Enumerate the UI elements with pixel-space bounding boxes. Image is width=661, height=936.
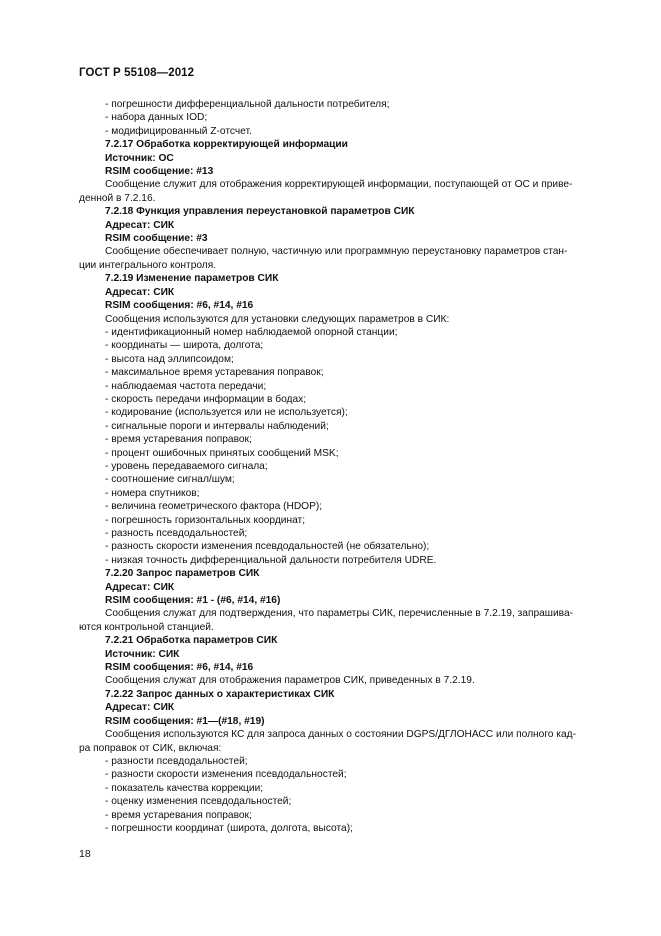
text-line: - время устаревания поправок; [105, 434, 252, 446]
section-heading-line: RSIM сообщения: #6, #14, #16 [105, 300, 254, 312]
text-line: - разность скорости изменения псевдодальностей (не обязательно); [105, 541, 430, 553]
text-line: - координаты — широта, долгота; [105, 340, 264, 352]
section-heading-line: RSIM сообщения: #1 - (#6, #14, #16) [105, 595, 281, 607]
text-line: Сообщения служат для подтверждения, что параметры СИК, перечисленные в 7.2.19, запрашива- [105, 608, 574, 620]
section-heading-line: Источник: СИК [105, 648, 180, 660]
text-line: - процент ошибочных принятых сообщений MSK; [105, 447, 339, 459]
section-heading-line: 7.2.19 Изменение параметров СИК [105, 273, 279, 285]
text-line: - низкая точность дифференциальной дальности потребителя UDRE. [105, 554, 437, 566]
text-line: - максимальное время устаревания поправок; [105, 367, 324, 379]
text-line: - погрешность горизонтальных координат; [105, 514, 306, 526]
document-header: ГОСТ Р 55108—2012 [79, 67, 195, 79]
text-line: денной в 7.2.16. [79, 192, 156, 204]
text-line: - величина геометрического фактора (HDOP); [105, 501, 323, 513]
section-heading-line: Адресат: СИК [105, 581, 175, 593]
section-heading-line: Источник: ОС [105, 152, 174, 164]
text-line: - набора данных IOD; [105, 112, 208, 124]
text-line: - кодирование (используется или не используется); [105, 407, 348, 419]
text-line: - скорость передачи информации в бодах; [105, 393, 307, 405]
section-heading-line: 7.2.22 Запрос данных о характеристиках СИК [105, 688, 335, 700]
text-line: - оценку изменения псевдодальностей; [105, 796, 292, 808]
section-heading-line: RSIM сообщение: #3 [105, 233, 208, 245]
text-line: - наблюдаемая частота передачи; [105, 380, 267, 392]
text-line: ции интегрального контроля. [79, 259, 217, 271]
section-heading-line: 7.2.21 Обработка параметров СИК [105, 635, 278, 647]
text-line: - погрешности дифференциальной дальности потребителя; [105, 99, 390, 110]
text-line: - уровень передаваемого сигнала; [105, 460, 268, 472]
text-line: Сообщение служит для отображения корректирующей информации, поступающей от ОС и приве- [105, 179, 573, 191]
section-heading-line: Адресат: СИК [105, 286, 175, 298]
text-line: - показатель качества коррекции; [105, 782, 264, 794]
text-line: - разности псевдодальностей; [105, 755, 248, 767]
page-body [79, 98, 615, 835]
text-line: - разности скорости изменения псевдодальностей; [105, 769, 347, 781]
text-line: - время устаревания поправок; [105, 809, 252, 821]
section-heading-line: RSIM сообщения: #1—(#18, #19) [105, 715, 265, 727]
text-line: Сообщения используются для установки следующих параметров в СИК: [105, 313, 450, 325]
text-line: Сообщения служат для отображения параметров СИК, приведенных в 7.2.19. [105, 675, 475, 687]
section-heading-line: 7.2.18 Функция управления переустановкой параметров СИК [105, 206, 415, 218]
text-line: - погрешности координат (широта, долгота, высота); [105, 822, 353, 834]
page-number: 18 [79, 848, 91, 860]
text-line: - высота над эллипсоидом; [105, 353, 234, 365]
text-line: Сообщение обеспечивает полную, частичную или программную переустановку параметров стан- [105, 246, 568, 258]
section-heading-line: Адресат: СИК [105, 219, 175, 231]
section-heading-line: RSIM сообщения: #6, #14, #16 [105, 662, 254, 674]
text-line: Сообщения используются КС для запроса данных о состоянии DGPS/ДГЛОНАСС или полного кад- [105, 729, 576, 741]
text-line: ются контрольной станцией. [79, 621, 214, 633]
text-line: - идентификационный номер наблюдаемой опорной станции; [105, 326, 398, 338]
section-heading-line: 7.2.20 Запрос параметров СИК [105, 568, 260, 580]
text-line: - сигнальные пороги и интервалы наблюдений; [105, 420, 329, 432]
text-line: - соотношение сигнал/шум; [105, 474, 235, 486]
section-heading-line: RSIM сообщение: #13 [105, 166, 214, 178]
text-line: ра поправок от СИК, включая: [79, 742, 222, 754]
section-heading-line: Адресат: СИК [105, 702, 175, 714]
text-line: - разность псевдодальностей; [105, 528, 248, 539]
text-line: - номера спутников; [105, 487, 200, 499]
section-heading-line: 7.2.17 Обработка корректирующей информации [105, 139, 348, 151]
text-line: - модифицированный Z-отсчет. [105, 125, 252, 137]
